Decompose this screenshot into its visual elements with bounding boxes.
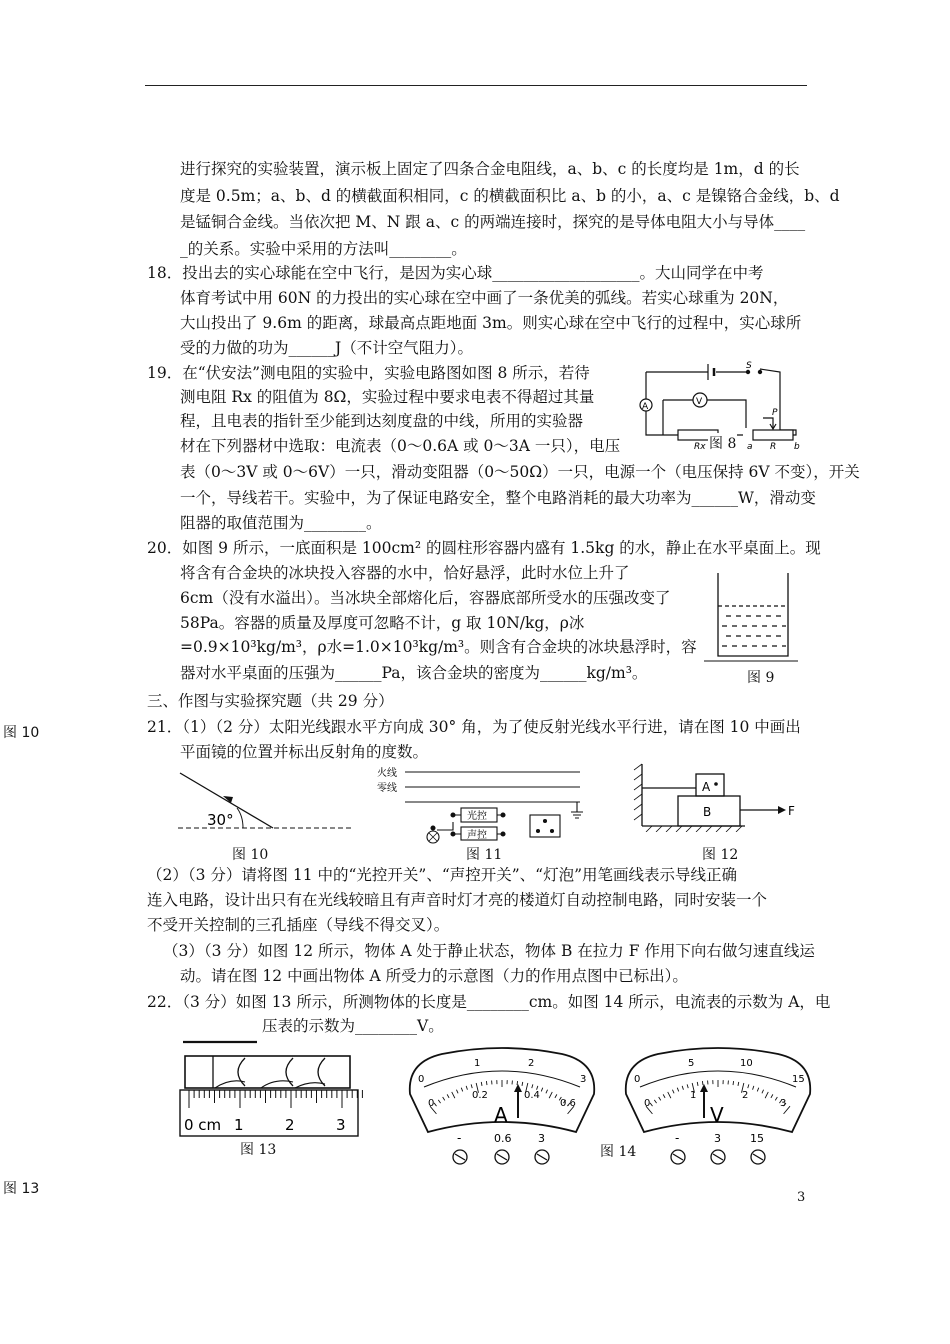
text-line: 将含有合金块的冰块投入容器的水中，恰好悬浮，此时水位上升了 (180, 564, 630, 582)
voltmeter-bottom-1: 1 (690, 1090, 697, 1101)
caption-fig9: 图 9 (747, 670, 775, 686)
fig8-r-label: R (770, 442, 777, 450)
ammeter-bottom-2: 0.4 (524, 1090, 540, 1101)
question-21: 21．（1）（2 分）太阳光线跟水平方向成 30° 角，为了使反射光线水平行进，请在图 10 中画出 (147, 718, 801, 736)
text-line: 进行探究的实验装置，演示板上固定了四条合金电阻线，a、b、c 的长度均是 1m，d 的长 (180, 160, 800, 178)
ammeter-top-0: 0 (418, 1074, 425, 1085)
text-line: 测电阻 Rx 的阻值为 8Ω，实验过程中要求电表不得超过其量 (180, 388, 595, 406)
caption-fig13: 图 13 (240, 1142, 277, 1158)
ammeter-bottom-3: 0.6 (560, 1098, 576, 1109)
text-line: 6cm（没有水溢出）。当冰块全部熔化后，容器底部所受水的压强改变了 (180, 589, 671, 607)
meter-tick (702, 1081, 703, 1085)
text-line: 受的力做的功为______J（不计空气阻力）。 (180, 339, 473, 357)
text-line: （2）（3 分）请将图 11 中的“光控开关”、“声控开关”、“灯泡”用笔画线表示导线正确 (147, 866, 738, 884)
text-line: 材在下列器材中选取：电流表（0～0.6A 或 0～3A 一只），电压 (180, 437, 621, 455)
question-18: 18．投出去的实心球能在空中飞行，是因为实心球___________________。大山同学在中考 (147, 264, 764, 282)
side-label: 图 13 (3, 1181, 40, 1197)
ammeter-top-1: 1 (474, 1058, 481, 1069)
text-line: 度是 0.5m；a、b、d 的横截面积相同，c 的横截面积比 a、b 的小，a、c 是镍铬合金线，b、d (180, 187, 840, 205)
ammeter-top-2: 2 (528, 1058, 535, 1069)
voltmeter-terminal-neg: - (675, 1131, 680, 1145)
text-line: 动。请在图 12 中画出物体 A 所受力的示意图（力的作用点图中已标出）。 (180, 967, 688, 985)
text-line: 一个，导线若干。实验中，为了保证电路安全，整个电路消耗的最大功率为______W，滑动变 (180, 489, 816, 507)
fig11-sound-switch-label: 声控 (467, 830, 487, 841)
voltmeter-top-0: 0 (634, 1074, 641, 1085)
question-20: 20．如图 9 所示，一底面积是 100cm² 的圆柱形容器内盛有 1.5kg 的水，静止在水平桌面上。现 (147, 539, 821, 557)
voltmeter-bottom-3: 3 (780, 1098, 787, 1109)
fig8-rx-label: Rx (694, 442, 706, 450)
figure-14-ammeter (402, 1042, 602, 1177)
text-line: 是锰铜合金线。当依次把 M、N 跟 a、c 的两端连接时，探究的是导体电阻大小与导体____ (180, 213, 806, 231)
caption-fig10: 图 10 (232, 847, 269, 863)
ammeter-terminal-neg: - (457, 1131, 462, 1145)
caption-fig11: 图 11 (466, 847, 503, 863)
side-label: 图 10 (3, 725, 40, 741)
text-line: 体育考试中用 60N 的力投出的实心球在空中画了一条优美的弧线。若实心球重为 20N， (180, 289, 789, 307)
text-line: 压表的示数为________V。 (262, 1017, 444, 1035)
fig8-ammeter-label: A (642, 402, 649, 412)
question-19: 19．在“伏安法”测电阻的实验中，实验电路图如图 8 所示，若待 (147, 364, 590, 382)
header-rule (145, 85, 807, 86)
ruler-label-2: 2 (285, 1116, 295, 1134)
text-line: 程，且电表的指针至少能到达刻度盘的中线，所用的实验器 (180, 412, 584, 430)
text-line: 连入电路，设计出只有在光线较暗且有声音时灯才亮的楼道灯自动控制电路，同时安装一个 (147, 891, 768, 909)
meter-tick (517, 1081, 518, 1085)
meter-tick (733, 1081, 734, 1085)
page-number: 3 (797, 1190, 806, 1205)
fig8-switch-label: S (746, 361, 752, 371)
fig11-live-wire-label: 火线 (377, 768, 397, 779)
ammeter-terminal-3: 3 (538, 1132, 545, 1145)
voltmeter-terminal-15: 15 (750, 1132, 764, 1145)
fig12-block-b-label: B (703, 805, 712, 819)
voltmeter-letter: V (710, 1103, 724, 1127)
voltmeter-top-3: 15 (792, 1074, 805, 1085)
voltmeter-terminal-3: 3 (714, 1132, 721, 1145)
text-line: 平面镜的位置并标出反射角的度数。 (180, 743, 429, 761)
ammeter-terminal-0-6: 0.6 (494, 1132, 512, 1145)
voltmeter-bottom-2: 2 (742, 1090, 749, 1101)
voltmeter-bottom-0: 0 (644, 1098, 651, 1109)
text-line: 阻器的取值范围为________。 (180, 514, 382, 532)
text-line: 58Pa。容器的质量及厚度可忽略不计，g 取 10N/kg，ρ冰 (180, 614, 585, 632)
ruler-label-0: 0 cm (184, 1116, 222, 1134)
caption-fig12: 图 12 (702, 847, 739, 863)
text-line: 器对水平桌面的压强为______Pa，该合金块的密度为______kg/m³。 (180, 664, 648, 682)
fig12-block-a-label: A (702, 780, 711, 794)
fig8-p-label: P (772, 408, 778, 418)
voltmeter-top-2: 10 (740, 1058, 753, 1069)
figure-10-sun-ray (175, 768, 355, 838)
figure-14-voltmeter (618, 1042, 818, 1177)
section-heading: 三、作图与实验探究题（共 29 分） (147, 692, 394, 710)
ammeter-bottom-1: 0.2 (472, 1090, 488, 1101)
fig11-neutral-wire-label: 零线 (377, 783, 397, 794)
text-line: 表（0～3V 或 0～6V）一只，滑动变阻器（0～50Ω）一只，电源一个（电压保持 6V 不变），开关 (180, 463, 860, 481)
fig12-force-label: F (788, 804, 795, 818)
ammeter-top-3: 3 (580, 1074, 587, 1085)
text-line: 不受开关控制的三孔插座（导线不得交叉）。 (147, 916, 450, 934)
figure-9-container (700, 568, 800, 668)
ruler-label-3: 3 (336, 1116, 346, 1134)
figure-12-blocks (630, 760, 805, 832)
text-line: _的关系。实验中采用的方法叫________。 (180, 240, 467, 258)
text-line: =0.9×10³kg/m³，ρ水=1.0×10³kg/m³。则含有合金块的冰块悬浮时，容 (180, 638, 697, 656)
fig8-voltmeter-label: V (696, 397, 703, 407)
ammeter-bottom-0: 0 (428, 1098, 435, 1109)
caption-fig14: 图 14 (600, 1144, 637, 1160)
fig8-a-label: a (747, 442, 753, 450)
figure-11-wiring (375, 760, 590, 845)
text-line: （3）（3 分）如图 12 所示，物体 A 处于静止状态，物体 B 在拉力 F 作用下向右做匀速直线运 (163, 942, 815, 960)
text-line: 大山投出了 9.6m 的距离，球最高点距地面 3m。则实心球在空中飞行的过程中，实心球所 (180, 314, 802, 332)
fig11-light-switch-label: 光控 (467, 811, 487, 822)
figure-13-ruler (175, 1038, 365, 1140)
meter-tick (486, 1081, 487, 1085)
fig8-b-label: b (794, 442, 800, 450)
caption-fig8: 图 8 (708, 433, 737, 453)
ammeter-letter: A (494, 1103, 508, 1127)
ruler-label-1: 1 (234, 1116, 244, 1134)
question-22: 22．（3 分）如图 13 所示，所测物体的长度是________cm。如图 14 所示，电流表的示数为 A，电 (147, 993, 831, 1011)
fig10-angle-label: 30° (207, 811, 234, 829)
voltmeter-top-1: 5 (688, 1058, 695, 1069)
